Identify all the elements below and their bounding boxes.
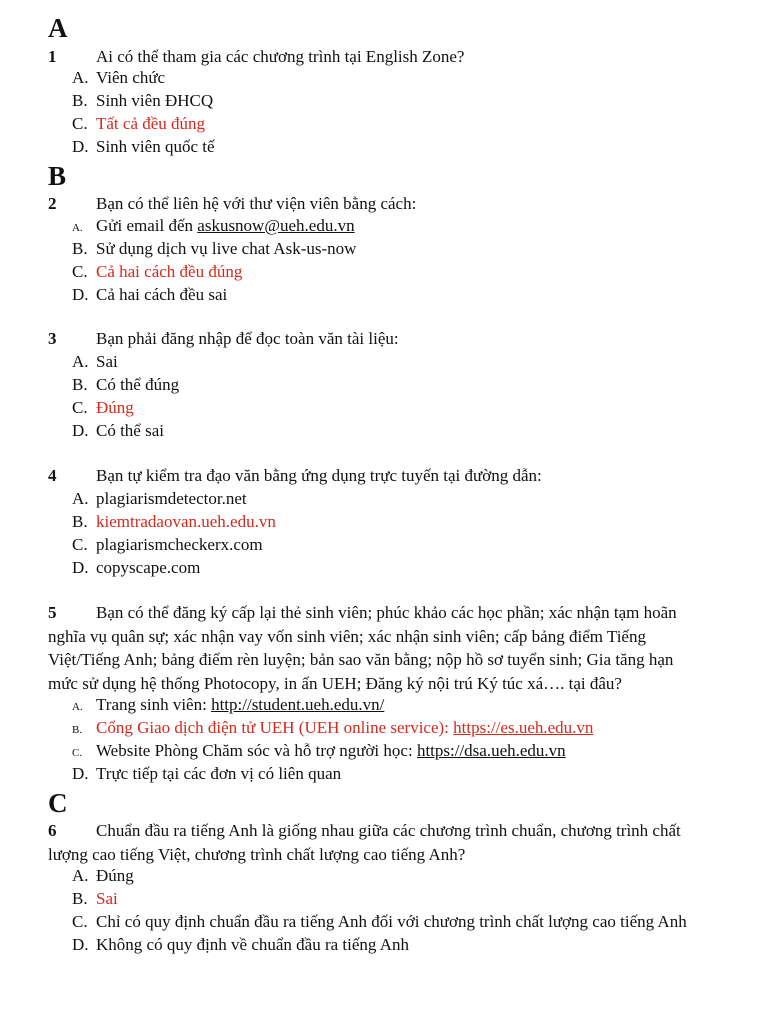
dsa-portal-link[interactable]: https://dsa.ueh.edu.vn (416, 741, 566, 760)
q6-option-d (72, 934, 409, 956)
student-portal-link[interactable]: http://student.ueh.edu.vn/ (211, 695, 385, 714)
option-label: D. (72, 558, 89, 577)
question-1-text: Ai có thể tham gia các chương trình tại English Zone? (96, 47, 465, 66)
question-5-line-2: nghĩa vụ quân sự; xác nhận vay vốn sinh viên; xác nhận sinh viên; cấp bảng điểm Tiếng (48, 626, 646, 646)
option-text: Trang sinh viên: (96, 695, 212, 714)
question-5-line-1 (48, 601, 708, 625)
option-label: D. (72, 137, 89, 156)
question-5-text (48, 601, 708, 695)
option-text: Có thể đúng (96, 375, 180, 394)
option-text-correct: Cổng Giao dịch điện tử UEH (UEH online service): (96, 718, 454, 737)
q5-option-d (72, 763, 341, 785)
q2-option-a (72, 215, 355, 239)
q1-option-b (72, 90, 213, 112)
q6-option-a (72, 865, 134, 887)
q5-option-c (72, 740, 566, 764)
q4-option-b (72, 511, 276, 533)
q1-option-c (72, 113, 205, 135)
question-1-number: 1 (48, 47, 57, 66)
option-text: plagiarismdetector.net (96, 489, 247, 508)
option-text: Trực tiếp tại các đơn vị có liên quan (96, 764, 342, 783)
option-label: C. (72, 535, 88, 554)
option-label: C. (72, 398, 88, 417)
section-heading-c: C (48, 788, 68, 818)
question-4-text: Bạn tự kiểm tra đạo văn bằng ứng dụng trực tuyến tại đường dẫn: (96, 466, 542, 485)
question-6-line-1 (48, 819, 708, 843)
question-2-number: 2 (48, 194, 57, 213)
q2-option-b (72, 238, 356, 260)
q4-option-c (72, 534, 263, 556)
question-5-line-4: mức sử dụng hệ thống Photocopy, in ấn UEH; Đăng ký nội trú Ký túc xá…. tại đâu? (48, 673, 622, 693)
option-label: B. (72, 375, 88, 394)
option-text: Không có quy định về chuẩn đầu ra tiếng Anh (96, 935, 410, 954)
option-label: D. (72, 935, 89, 954)
question-5-line-3: Việt/Tiếng Anh; bảng điểm rèn luyện; bản sao văn bằng; nộp hồ sơ tuyển sinh; Gia tăng hạn (48, 650, 674, 670)
option-label: A. (72, 701, 83, 713)
q3-option-c (72, 397, 134, 419)
option-label: A. (72, 866, 89, 885)
q3-option-a (72, 351, 118, 373)
q4-option-d (72, 557, 200, 579)
question-3-text: Bạn phải đăng nhập để đọc toàn văn tài liệu: (96, 329, 399, 348)
es-portal-link[interactable]: https://es.ueh.edu.vn (453, 718, 594, 737)
q1-option-d (72, 136, 215, 158)
option-label: C. (72, 747, 83, 759)
q2-option-c (72, 261, 242, 283)
section-heading-a: A (48, 13, 68, 43)
q2-option-d (72, 284, 227, 306)
option-text-correct: Sai (96, 889, 118, 908)
option-text: Có thể sai (96, 421, 164, 440)
option-text-correct: Tất cả đều đúng (96, 114, 206, 133)
option-text: Cả hai cách đều sai (96, 285, 228, 304)
question-6-line-2: lượng cao tiếng Việt, chương trình chất lượng cao tiếng Anh? (48, 844, 466, 864)
option-text: plagiarismcheckerx.com (96, 535, 263, 554)
q1-option-a (72, 67, 165, 89)
option-label: A. (72, 68, 89, 87)
option-label: C. (72, 262, 88, 281)
option-text: copyscape.com (96, 558, 201, 577)
option-text: Gửi email đến (96, 216, 198, 235)
section-heading-b: B (48, 161, 67, 191)
question-3-number: 3 (48, 329, 57, 348)
option-label: B. (72, 889, 88, 908)
option-text-correct: kiemtradaovan.ueh.edu.vn (96, 512, 276, 531)
q4-option-a (72, 488, 247, 510)
option-text: Đúng (96, 866, 134, 885)
option-label: D. (72, 421, 89, 440)
email-link[interactable]: askusnow@ueh.edu.vn (197, 216, 355, 235)
q5-option-a (72, 694, 384, 718)
option-text: Viên chức (96, 68, 166, 87)
option-text: Sử dụng dịch vụ live chat Ask-us-now (96, 239, 357, 258)
option-text: Website Phòng Chăm sóc và hỗ trợ người học: (96, 741, 417, 760)
option-label: B. (72, 239, 88, 258)
q6-option-c (72, 911, 687, 933)
option-label: B. (72, 724, 83, 736)
q6-option-b (72, 888, 118, 910)
option-label: C. (72, 114, 88, 133)
question-6-number: 6 (48, 821, 57, 840)
question-5-number: 5 (48, 603, 57, 622)
option-label: D. (72, 764, 89, 783)
question-2-text: Bạn có thể liên hệ với thư viện viên bằng cách: (96, 194, 417, 213)
q5-option-b (72, 717, 593, 741)
question-6-line-text: Chuẩn đầu ra tiếng Anh là giống nhau giữa các chương trình chuẩn, chương trình chất (96, 821, 681, 840)
option-label: A. (72, 352, 89, 371)
option-text: Sai (96, 352, 118, 371)
question-4-number: 4 (48, 466, 57, 485)
option-text: Sinh viên ĐHCQ (96, 91, 214, 110)
option-label: A. (72, 222, 83, 234)
q3-option-b (72, 374, 179, 396)
option-text-correct: Cả hai cách đều đúng (96, 262, 243, 281)
option-text: Chỉ có quy định chuẩn đầu ra tiếng Anh đối với chương trình chất lượng cao tiếng Anh (96, 912, 687, 931)
question-6-text (48, 819, 708, 866)
option-label: C. (72, 912, 88, 931)
q3-option-d (72, 420, 164, 442)
option-label: B. (72, 91, 88, 110)
option-label: B. (72, 512, 88, 531)
option-text-correct: Đúng (96, 398, 134, 417)
option-label: A. (72, 489, 89, 508)
option-label: D. (72, 285, 89, 304)
question-5-line-text: Bạn có thể đăng ký cấp lại thẻ sinh viên; phúc khảo các học phần; xác nhận tạm hoãn (96, 603, 677, 622)
option-text: Sinh viên quốc tế (96, 137, 215, 156)
